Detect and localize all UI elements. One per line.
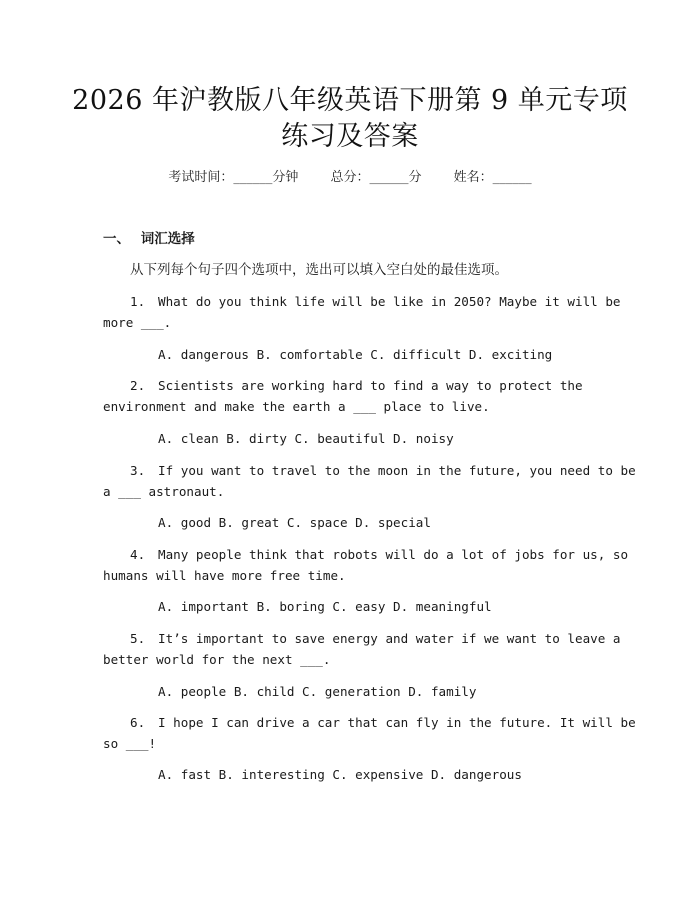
section-number: 一、 — [103, 231, 130, 247]
question-2-options: A. clean B. dirty C. beautiful D. noisy — [158, 431, 454, 446]
student-name-field: 姓名：______ — [453, 170, 532, 185]
question-text: It’s important to save energy and water if we want to leave a — [158, 631, 621, 646]
section-title: 词汇选择 — [140, 231, 195, 247]
question-2-line-1 — [130, 375, 583, 396]
exam-time-field: 考试时间：______分钟 — [168, 170, 299, 185]
question-number: 3. — [130, 463, 146, 478]
question-number: 6. — [130, 715, 146, 730]
question-number: 2. — [130, 378, 146, 393]
question-6-options: A. fast B. interesting C. expensive D. dangerous — [158, 767, 522, 782]
question-4-line-2: humans will have more free time. — [103, 568, 346, 583]
question-number: 1. — [130, 294, 146, 309]
question-2-line-2: environment and make the earth a ___ place to live. — [103, 399, 490, 414]
question-3-options: A. good B. great C. space D. special — [158, 515, 431, 530]
question-text: I hope I can drive a car that can fly in the future. It will be — [158, 715, 636, 730]
question-6-line-2: so ___! — [103, 736, 157, 751]
question-4-line-1 — [130, 544, 628, 565]
exam-info — [0, 168, 700, 188]
total-score-field: 总分：______分 — [330, 170, 422, 185]
question-5-line-1 — [130, 628, 621, 649]
section-instruction: 从下列每个句子四个选项中，选出可以填入空白处的最佳选项。 — [130, 262, 508, 278]
question-4-options: A. important B. boring C. easy D. meaningful — [158, 599, 492, 614]
question-number: 4. — [130, 547, 146, 562]
question-3-line-1 — [130, 460, 636, 481]
document-title-line-1: 2026 年沪教版八年级英语下册第 9 单元专项 — [72, 85, 628, 116]
question-text: What do you think life will be like in 2050? Maybe it will be — [158, 294, 621, 309]
question-5-line-2: better world for the next ___. — [103, 652, 331, 667]
question-1-line-1 — [130, 291, 621, 312]
question-1-options: A. dangerous B. comfortable C. difficult D. exciting — [158, 347, 553, 362]
question-1-line-2: more ___. — [103, 315, 172, 330]
question-6-line-1 — [130, 712, 636, 733]
question-5-options: A. people B. child C. generation D. family — [158, 684, 477, 699]
question-number: 5. — [130, 631, 146, 646]
question-text: If you want to travel to the moon in the future, you need to be — [158, 463, 636, 478]
question-text: Many people think that robots will do a lot of jobs for us, so — [158, 547, 629, 562]
section-heading — [103, 229, 195, 249]
question-3-line-2: a ___ astronaut. — [103, 484, 225, 499]
question-text: Scientists are working hard to find a way to protect the — [158, 378, 583, 393]
document-title-line-2: 练习及答案 — [281, 121, 419, 152]
